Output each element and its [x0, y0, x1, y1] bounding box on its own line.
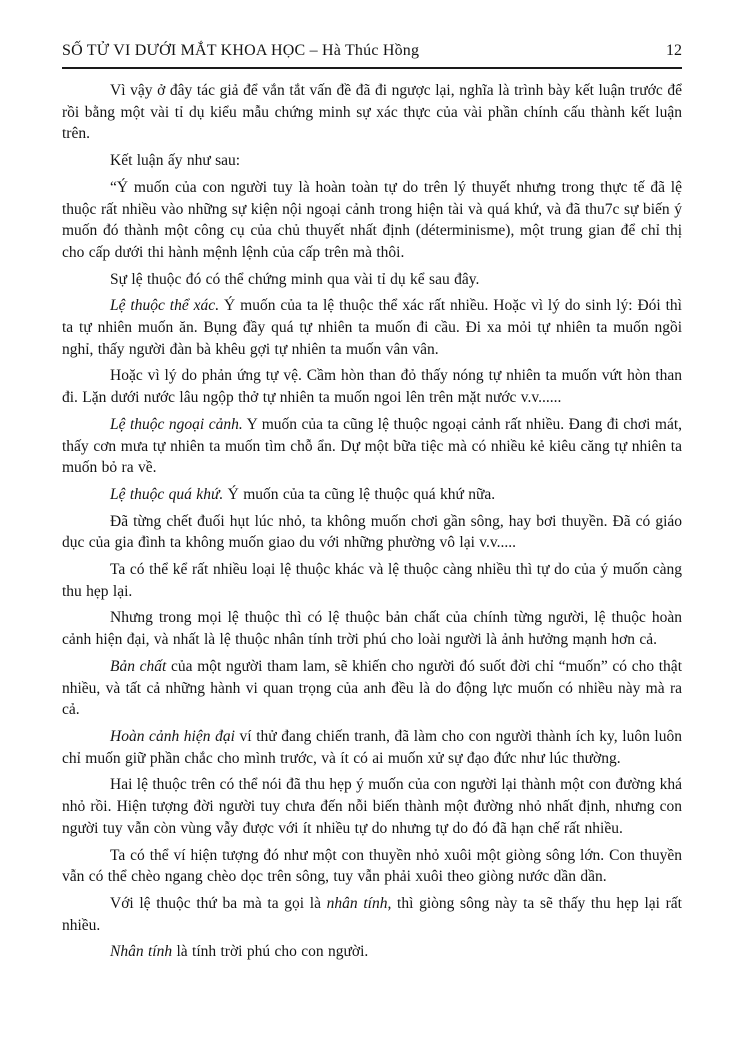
text-run: Đã từng chết đuối hụt lúc nhỏ, ta không muốn chơi gần sông, hay bơi thuyền. Đã có giáo dục của gia đình ta không muốn giao du với những phường vô lại v.v..... — [62, 512, 682, 552]
text-run: Ta có thể kể rất nhiều loại lệ thuộc khác và lệ thuộc càng nhiều thì tự do của ý muốn càng thu hẹp lại. — [62, 561, 682, 600]
paragraph — [62, 414, 682, 479]
paragraph — [62, 365, 682, 408]
page-header — [62, 42, 682, 69]
text-run: “Ý muốn của con người tuy là hoàn toàn tự do trên lý thuyết nhưng trong thực tế đã lệ thuộc rất nhiều vào những sự kiện nội ngoại cảnh trong hiện tài và quá khứ, và đã thu7c sự biến ý muốn đó thành một công cụ của chủ thuyết nhất định (déterminisme), một trung gian để chỉ thị cho cấp dưới thi hành mệnh lệnh của cấp trên mà thôi. — [62, 178, 682, 261]
paragraph — [62, 484, 682, 506]
paragraph — [62, 511, 682, 554]
text-run: Ta có thể ví hiện tượng đó như một con thuyền nhỏ xuôi một giòng sông lớn. Con thuyền vẫn có thể chèo ngang chèo dọc trên sông, tuy vẫn phải xuôi theo giòng nước dần dần. — [62, 846, 682, 886]
italic-run: Bản chất — [110, 657, 167, 675]
running-title: SỐ TỬ VI DƯỚI MẮT KHOA HỌC – Hà Thúc Hồng — [62, 42, 420, 59]
text-run: Vì vậy ở đây tác giả để vắn tắt vấn đề đã đi ngược lại, nghĩa là trình bày kết luận trước để rồi bằng một vài tỉ dụ kiểu mẫu chứng minh sự xác thực của vài phần chính cấu thành kết luận trên. — [62, 82, 682, 143]
text-run: Ý muốn của ta lệ thuộc thể xác rất nhiều. Hoặc vì lý do sinh lý: Đói thì ta tự nhiên muốn ăn. Bụng đầy quá tự nhiên ta muốn đi cầu. Đi xa mỏi tự nhiên ta muốn ngồi nghỉ, thấy người đàn bà khêu gợi tự nhiên ta muốn vân vân. — [62, 297, 682, 358]
text-run: Y muốn của ta cũng lệ thuộc ngoại cảnh rất nhiều. Đang đi chơi mát, thấy cơn mưa tự nhiên ta muốn tìm chỗ ẩn. Dự một bữa tiệc mà có nhiều kẻ kiêu căng tự nhiên ta muốn bỏ ra về. — [62, 415, 682, 477]
italic-run: Nhân tính — [110, 943, 173, 961]
text-run: thì giòng sông này ta sẽ thấy thu hẹp lại rất nhiều. — [62, 894, 682, 934]
paragraph — [62, 656, 682, 721]
text-run: Kết luận ấy như sau: — [110, 152, 241, 170]
paragraph — [62, 941, 682, 963]
text-run: ví thử đang chiến tranh, đã làm cho con người thành ích ky, luôn luôn chỉ muốn giữ phần chắc cho mình trước, và ít có ai muốn xử sự đạo đức như lúc thường. — [62, 727, 682, 767]
italic-run: Lệ thuộc ngoại cảnh. — [110, 415, 243, 433]
paragraph — [62, 607, 682, 650]
italic-run: Lệ thuộc quá khứ. — [110, 485, 224, 503]
paragraph — [62, 269, 682, 291]
page-body — [62, 80, 682, 963]
text-run: Hoặc vì lý do phản ứng tự vệ. Cầm hòn than đỏ thấy nóng tự nhiên ta muốn vứt hòn than đi. Lặn dưới nước lâu ngộp thở tự nhiên ta muốn ngoi lên trên mặt nước v.v...... — [62, 367, 682, 407]
paragraph — [62, 893, 682, 936]
page-number: 12 — [666, 42, 682, 59]
paragraph — [62, 177, 682, 264]
paragraph — [62, 726, 682, 769]
text-run: Nhưng trong mọi lệ thuộc thì có lệ thuộc bản chất của chính từng người, lệ thuộc hoàn cảnh hiện đại, và nhất là lệ thuộc nhân tính trời phú cho loài người là ảnh hưởng mạnh hơn cả. — [62, 609, 682, 649]
text-run: Sự lệ thuộc đó có thể chứng minh qua vài tỉ dụ kể sau đây. — [110, 270, 480, 288]
text-run: của một người tham lam, sẽ khiến cho người đó suốt đời chỉ “muốn” có cho thật nhiều, và tất cả những hành vi quan trọng của anh đều là do động lực muốn có nhiều này mà ra cả. — [62, 657, 682, 719]
paragraph — [62, 774, 682, 839]
paragraph — [62, 559, 682, 602]
paragraph — [62, 80, 682, 145]
paragraph — [62, 845, 682, 888]
text-run: Với lệ thuộc thứ ba mà ta gọi là — [110, 894, 327, 912]
text-run: Hai lệ thuộc trên có thể nói đã thu hẹp ý muốn của con người lại thành một con đường khá nhỏ rồi. Hiện tượng đời người tuy chưa đến nỗi biến thành một đường nhỏ nhất định, nhưng con người tuy vẫn còn vùng vẫy được với ít nhiều tự do nhưng tự do đó đã hạn chế rất nhiều. — [62, 776, 682, 837]
text-run: Ý muốn của ta cũng lệ thuộc quá khứ nữa. — [223, 485, 496, 503]
text-run: là tính trời phú cho con người. — [172, 943, 369, 961]
italic-run: Lệ thuộc thể xác. — [110, 297, 220, 315]
italic-run: nhân tính, — [326, 894, 392, 912]
paragraph — [62, 295, 682, 360]
italic-run: Hoàn cảnh hiện đại — [110, 727, 235, 745]
paragraph — [62, 150, 682, 172]
